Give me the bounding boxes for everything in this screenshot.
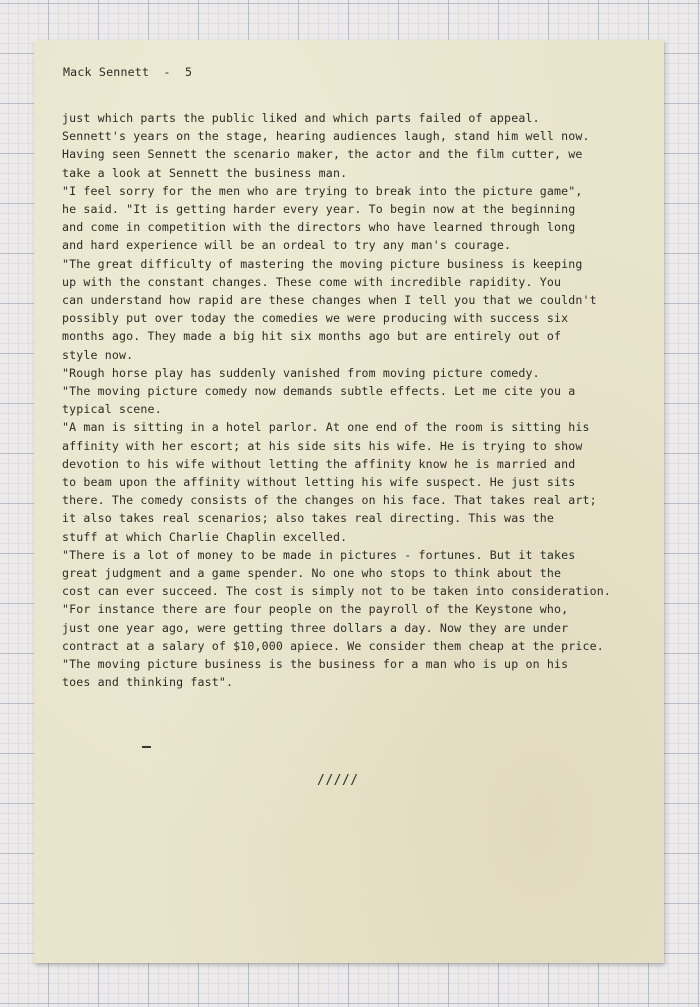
text-line: affinity with her escort; at his side sits his wife. He is trying to show <box>62 438 583 453</box>
body-text <box>62 109 662 692</box>
text-line: and come in competition with the directors who have learned through long <box>62 220 576 235</box>
text-line: can understand how rapid are these changes when I tell you that we couldn't <box>62 293 597 308</box>
text-line: Sennett's years on the stage, hearing audiences laugh, stand him well now. <box>62 129 590 144</box>
stray-dash-mark <box>142 746 151 748</box>
end-mark: ///// <box>317 773 359 788</box>
text-line: devotion to his wife without letting the affinity know he is married and <box>62 456 576 471</box>
text-line: Having seen Sennett the scenario maker, the actor and the film cutter, we <box>62 147 583 162</box>
typewritten-page <box>34 40 664 963</box>
text-line: "The moving picture comedy now demands subtle effects. Let me cite you a <box>62 384 576 399</box>
text-line: months ago. They made a big hit six months ago but are entirely out of <box>62 329 562 344</box>
text-line: "Rough horse play has suddenly vanished from moving picture comedy. <box>62 365 540 380</box>
text-line: take a look at Sennett the business man. <box>62 165 348 180</box>
text-line: great judgment and a game spender. No one who stops to think about the <box>62 566 562 581</box>
text-line: it also takes real scenarios; also takes real directing. This was the <box>62 511 554 526</box>
text-line: there. The comedy consists of the changes on his face. That takes real art; <box>62 493 597 508</box>
text-line: contract at a salary of $10,000 apiece. We consider them cheap at the price. <box>62 638 604 653</box>
text-line: to beam upon the affinity without letting his wife suspect. He just sits <box>62 475 576 490</box>
text-line: and hard experience will be an ordeal to try any man's courage. <box>62 238 512 253</box>
text-line: "For instance there are four people on the payroll of the Keystone who, <box>62 602 569 617</box>
text-line: "A man is sitting in a hotel parlor. At one end of the room is sitting his <box>62 420 590 435</box>
text-line: "I feel sorry for the men who are trying to break into the picture game", <box>62 183 583 198</box>
text-line: stuff at which Charlie Chaplin excelled. <box>62 529 348 544</box>
page-header: Mack Sennett - 5 <box>63 65 193 79</box>
text-line: "There is a lot of money to be made in pictures - fortunes. But it takes <box>62 547 576 562</box>
text-line: just one year ago, were getting three dollars a day. Now they are under <box>62 620 569 635</box>
text-line: style now. <box>62 347 134 362</box>
text-line: typical scene. <box>62 402 162 417</box>
text-line: "The great difficulty of mastering the moving picture business is keeping <box>62 256 583 271</box>
text-line: possibly put over today the comedies we were producing with success six <box>62 311 569 326</box>
text-line: just which parts the public liked and which parts failed of appeal. <box>62 111 540 125</box>
text-line: up with the constant changes. These come with incredible rapidity. You <box>62 274 562 289</box>
text-line: toes and thinking fast". <box>62 675 234 690</box>
text-line: cost can ever succeed. The cost is simply not to be taken into consideration. <box>62 584 612 599</box>
text-line: "The moving picture business is the business for a man who is up on his <box>62 657 569 672</box>
text-line: he said. "It is getting harder every year. To begin now at the beginning <box>62 202 576 217</box>
